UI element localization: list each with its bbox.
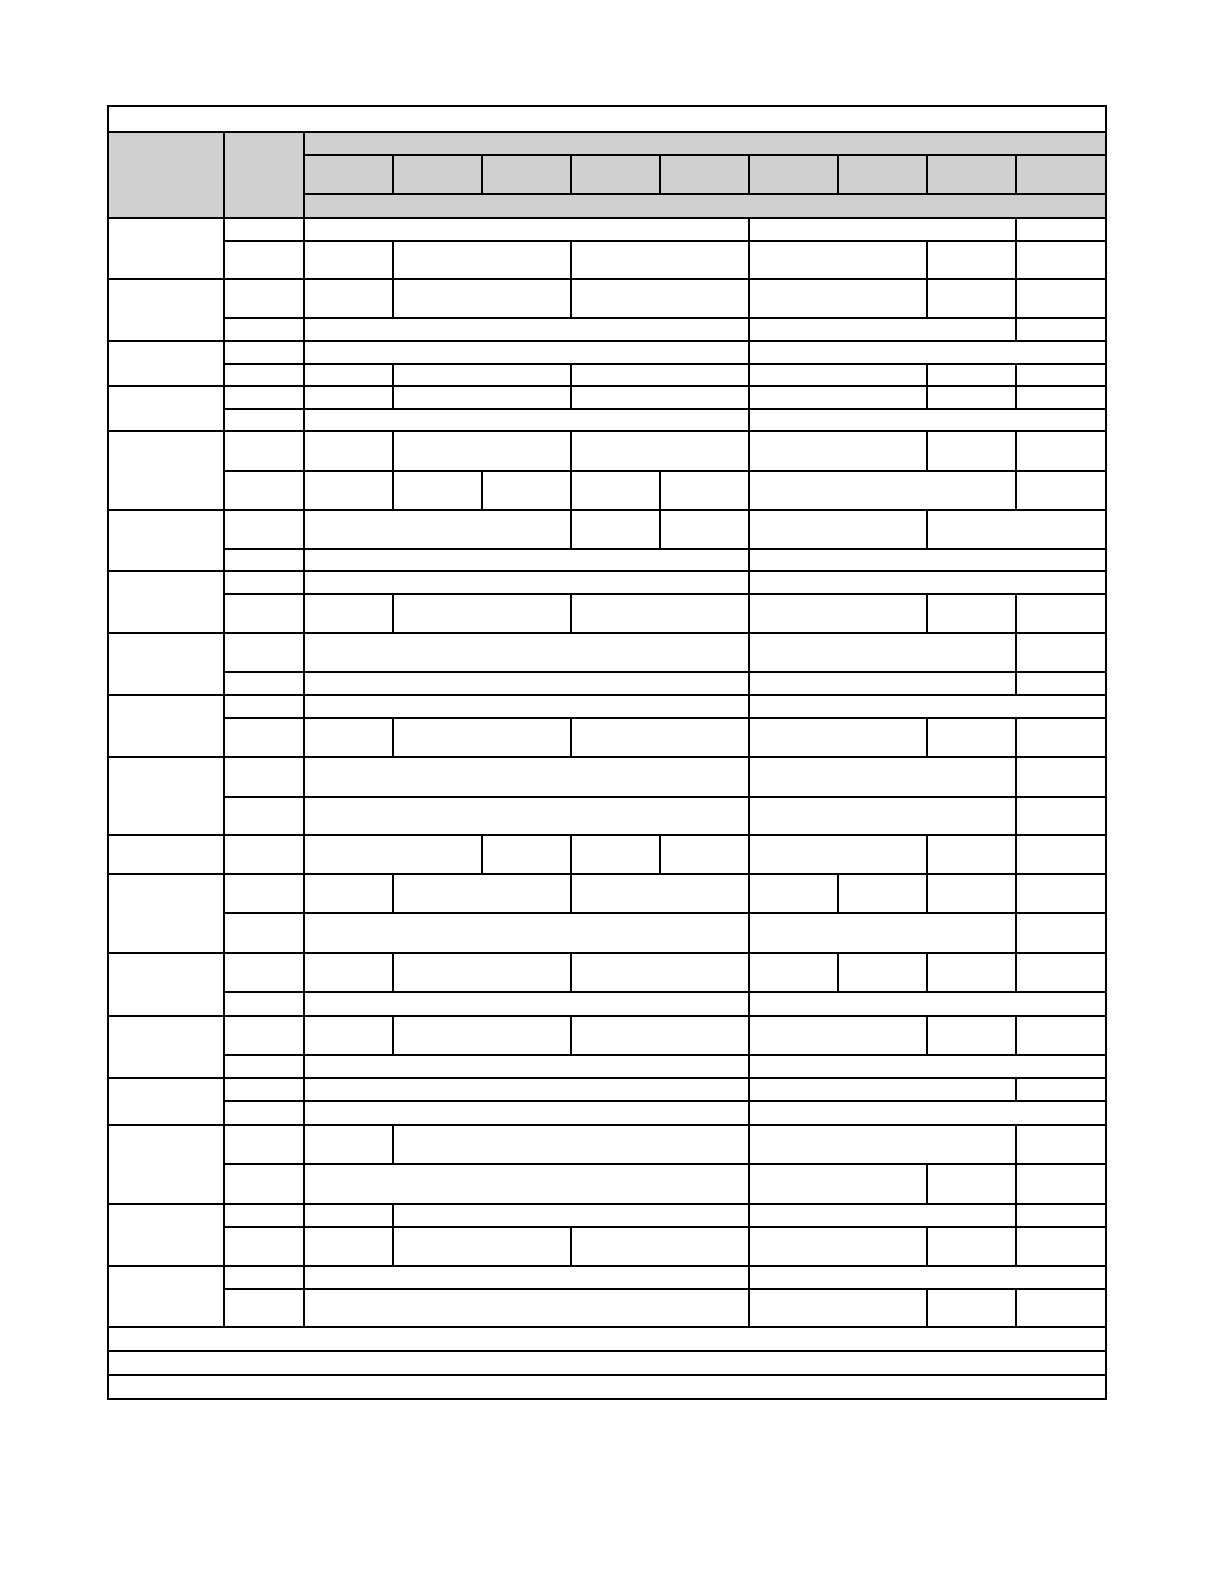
table-cell [570,278,750,319]
row-label-cell [223,470,305,511]
table-cell [748,796,1017,836]
form-title-bar [107,105,1107,133]
header-column-cell [659,154,750,195]
table-cell [303,509,572,550]
table-cell [570,240,750,280]
row-label-cell [223,240,305,280]
row-label-cell [223,217,305,242]
table-cell [392,1226,572,1267]
table-cell [1015,317,1107,342]
table-cell [1015,1124,1107,1165]
table-cell [926,717,1017,758]
row-label-cell [223,548,305,572]
table-cell [392,278,572,319]
table-cell [303,796,750,836]
group-label-cell [107,340,225,387]
table-cell [748,363,928,387]
table-cell [303,1226,394,1267]
table-cell [748,278,928,319]
footnote-row [107,1374,1107,1400]
group-label-cell [107,217,225,280]
table-cell [303,430,394,472]
table-cell [1015,873,1107,914]
row-label-cell [223,1015,305,1056]
table-cell [1015,834,1107,875]
row-label-cell [223,796,305,836]
table-cell [1015,278,1107,319]
row-label-cell [223,632,305,673]
table-cell [748,671,1017,696]
table-cell [303,1077,750,1102]
table-cell [926,278,1017,319]
table-cell [1015,912,1107,954]
header-label-cell [107,131,225,219]
table-cell [1015,952,1107,993]
table-cell [303,632,750,673]
table-cell [303,1054,750,1079]
table-cell [392,873,572,914]
table-cell [303,952,394,993]
table-cell [926,430,1017,472]
table-cell [748,1265,1107,1290]
table-cell [1015,1015,1107,1056]
row-label-cell [223,834,305,875]
table-cell [570,593,750,634]
table-cell [748,217,1017,242]
row-label-cell [223,593,305,634]
table-cell [303,593,394,634]
row-label-cell [223,952,305,993]
table-cell [303,694,750,719]
table-cell [1015,363,1107,387]
row-label-cell [223,408,305,432]
table-cell [748,952,839,993]
table-cell [570,1015,750,1056]
table-cell [926,834,1017,875]
row-label-cell [223,1077,305,1102]
footnote-row [107,1326,1107,1352]
table-cell [392,1124,750,1165]
row-label-cell [223,317,305,342]
table-cell [303,1265,750,1290]
row-label-cell [223,717,305,758]
group-label-cell [107,385,225,432]
table-cell [392,1015,572,1056]
group-label-cell [107,873,225,954]
table-cell [392,952,572,993]
table-cell [303,756,750,798]
table-cell [570,834,661,875]
table-cell [570,952,750,993]
row-label-cell [223,340,305,365]
table-cell [748,834,928,875]
table-cell [303,1015,394,1056]
table-cell [303,217,750,242]
table-cell [748,548,1107,572]
table-cell [748,1015,928,1056]
table-cell [748,240,928,280]
table-cell [303,408,750,432]
row-label-cell [223,509,305,550]
row-label-cell [223,570,305,595]
table-cell [837,873,928,914]
table-cell [1015,1226,1107,1267]
row-label-cell [223,1203,305,1228]
table-cell [748,408,1107,432]
table-cell [570,1226,750,1267]
table-cell [659,509,750,550]
table-cell [303,873,394,914]
group-label-cell [107,1265,225,1328]
group-label-cell [107,834,225,875]
table-cell [748,1203,1017,1228]
header-sub-label-cell [223,131,305,219]
table-cell [392,593,572,634]
group-label-cell [107,694,225,758]
group-label-cell [107,952,225,1017]
group-label-cell [107,1015,225,1079]
table-cell [926,385,1017,410]
table-cell [926,1015,1017,1056]
table-cell [392,470,483,511]
table-cell [1015,796,1107,836]
group-label-cell [107,1203,225,1267]
header-column-cell [303,154,394,195]
table-cell [926,952,1017,993]
table-cell [1015,430,1107,472]
table-cell [570,470,661,511]
table-cell [303,671,750,696]
table-cell [570,509,661,550]
table-cell [748,1054,1107,1079]
table-cell [1015,470,1107,511]
table-cell [1015,240,1107,280]
table-cell [481,834,572,875]
table-cell [1015,217,1107,242]
header-column-cell [570,154,661,195]
row-label-cell [223,385,305,410]
table-cell [303,717,394,758]
table-cell [303,570,750,595]
row-label-cell [223,1054,305,1079]
table-cell [926,363,1017,387]
table-cell [303,1100,750,1126]
group-label-cell [107,632,225,696]
table-cell [926,1288,1017,1328]
table-cell [392,717,572,758]
table-cell [748,509,928,550]
row-label-cell [223,671,305,696]
table-cell [1015,1077,1107,1102]
group-label-cell [107,1077,225,1126]
table-cell [926,240,1017,280]
table-cell [303,278,394,319]
table-cell [303,385,394,410]
group-label-cell [107,1124,225,1205]
table-cell [748,470,1017,511]
table-cell [303,317,750,342]
header-span-cell [303,131,1107,156]
row-label-cell [223,363,305,387]
table-cell [748,873,839,914]
group-label-cell [107,509,225,572]
header-column-cell [481,154,572,195]
row-label-cell [223,1124,305,1165]
table-cell [303,1288,750,1328]
table-cell [570,717,750,758]
table-cell [303,340,750,365]
row-label-cell [223,1288,305,1328]
table-cell [1015,385,1107,410]
table-cell [1015,593,1107,634]
table-cell [748,756,1017,798]
table-cell [748,1163,928,1205]
header-column-cell [837,154,928,195]
table-cell [748,570,1107,595]
row-label-cell [223,912,305,954]
table-cell [392,385,572,410]
table-cell [303,548,750,572]
row-label-cell [223,278,305,319]
table-cell [837,952,928,993]
row-label-cell [223,1265,305,1290]
table-cell [926,1163,1017,1205]
table-cell [748,717,928,758]
table-cell [748,1077,1017,1102]
table-cell [303,363,394,387]
table-cell [1015,1163,1107,1205]
table-cell [570,873,750,914]
table-cell [748,317,1017,342]
table-cell [748,1124,1017,1165]
table-cell [392,363,572,387]
row-label-cell [223,1100,305,1126]
table-cell [1015,632,1107,673]
table-cell [1015,1288,1107,1328]
table-cell [748,991,1107,1017]
table-cell [392,240,572,280]
table-cell [303,1203,394,1228]
table-cell [303,1163,750,1205]
table-cell [926,873,1017,914]
header-column-cell [392,154,483,195]
table-cell [303,240,394,280]
table-cell [748,1100,1107,1126]
header-column-cell [926,154,1017,195]
table-cell [748,430,928,472]
row-label-cell [223,1163,305,1205]
table-cell [570,385,750,410]
table-cell [303,991,750,1017]
table-cell [748,912,1017,954]
table-cell [1015,671,1107,696]
row-label-cell [223,430,305,472]
table-cell [1015,1203,1107,1228]
group-label-cell [107,278,225,342]
table-cell [748,632,1017,673]
header-column-cell [748,154,839,195]
table-cell [748,694,1107,719]
table-cell [748,385,928,410]
table-cell [926,1226,1017,1267]
table-cell [748,593,928,634]
table-cell [392,430,572,472]
table-cell [659,470,750,511]
table-cell [392,1203,750,1228]
group-label-cell [107,570,225,634]
row-label-cell [223,873,305,914]
table-cell [481,470,572,511]
table-cell [659,834,750,875]
table-cell [1015,717,1107,758]
table-cell [748,1226,928,1267]
table-cell [303,834,483,875]
table-cell [303,470,394,511]
row-label-cell [223,756,305,798]
group-label-cell [107,430,225,511]
footnote-row [107,1350,1107,1376]
row-label-cell [223,1226,305,1267]
table-cell [303,912,750,954]
row-label-cell [223,694,305,719]
table-cell [1015,756,1107,798]
table-cell [926,509,1107,550]
header-column-cell [1015,154,1107,195]
table-cell [570,430,750,472]
table-cell [748,1288,928,1328]
header-sub-span-cell [303,193,1107,219]
group-label-cell [107,756,225,836]
table-cell [926,593,1017,634]
row-label-cell [223,991,305,1017]
table-cell [303,1124,394,1165]
table-cell [570,363,750,387]
table-cell [748,340,1107,365]
